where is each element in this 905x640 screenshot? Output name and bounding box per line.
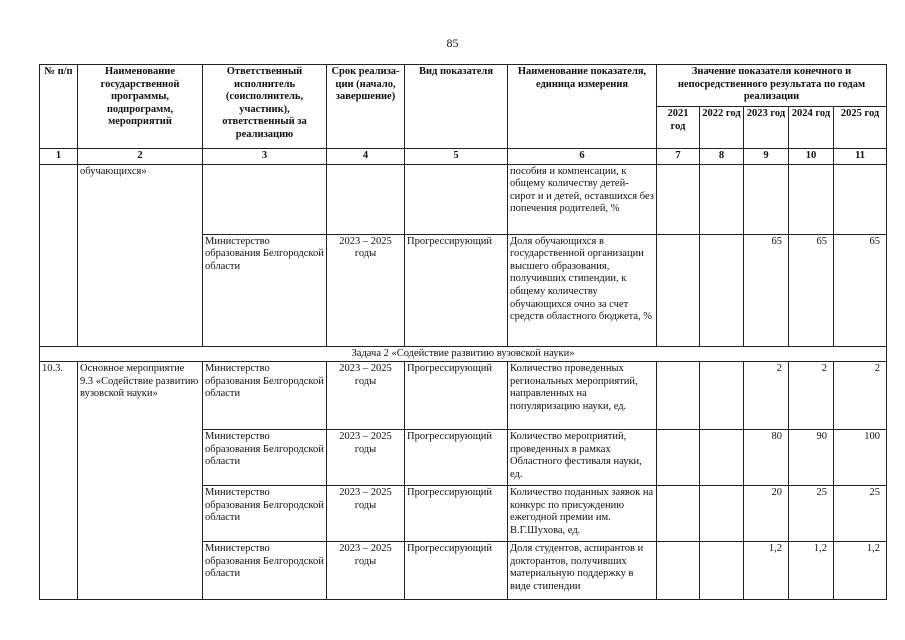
- value-2021-cell: [657, 542, 700, 600]
- kind-cell: Прогрессирующий: [405, 542, 508, 600]
- value-2024-cell: 25: [789, 486, 834, 542]
- value-2023-cell: 1,2: [744, 542, 789, 600]
- task-row: [40, 346, 887, 362]
- value-2023-cell: [744, 164, 789, 234]
- value-2022-cell: [700, 430, 744, 486]
- page-number: 85: [446, 36, 459, 50]
- term-cell: [327, 164, 405, 234]
- column-number: 8: [700, 149, 744, 165]
- value-2024-cell: [789, 164, 834, 234]
- value-2025-cell: 100: [834, 430, 887, 486]
- program-name-cell: обучающихся»: [78, 164, 203, 346]
- executor-cell: Министерство образования Белгородской области: [203, 362, 327, 430]
- row-number-cell: 10.3.: [40, 362, 78, 600]
- column-number: 5: [405, 149, 508, 165]
- event-name-cell: Основное мероприятие 9.3 «Содействие развитию вузовской науки»: [78, 362, 203, 600]
- header-executor: Ответственный исполнитель (соисполнитель, участник), ответственный за реализацию: [203, 65, 327, 149]
- value-2025-cell: 25: [834, 486, 887, 542]
- value-2021-cell: [657, 362, 700, 430]
- value-2023-cell: 65: [744, 234, 789, 346]
- value-2025-cell: [834, 164, 887, 234]
- indicator-name-cell: Доля обучающихся в государственной организации высшего образования, получивших стипендии, к общему количеству обучающихся очно за счет средств областного бюджета, %: [508, 234, 657, 346]
- column-number: 11: [834, 149, 887, 165]
- kind-cell: [405, 164, 508, 234]
- term-cell: 2023 – 2025 годы: [327, 362, 405, 430]
- column-number: 1: [40, 149, 78, 165]
- term-cell: 2023 – 2025 годы: [327, 486, 405, 542]
- executor-cell: Министерство образования Белгородской области: [203, 486, 327, 542]
- indicator-name-cell: пособия и компенсации, к общему количеству детей- сирот и и детей, оставшихся без попечения родителей, %: [508, 164, 657, 234]
- value-2022-cell: [700, 486, 744, 542]
- column-number: 2: [78, 149, 203, 165]
- value-2025-cell: 65: [834, 234, 887, 346]
- executor-cell: Министерство образования Белгородской области: [203, 542, 327, 600]
- executor-cell: [203, 164, 327, 234]
- header-year-2023: 2023 год: [744, 107, 789, 149]
- term-cell: 2023 – 2025 годы: [327, 430, 405, 486]
- term-cell: 2023 – 2025 годы: [327, 234, 405, 346]
- term-cell: 2023 – 2025 годы: [327, 542, 405, 600]
- kind-cell: Прогрессирующий: [405, 234, 508, 346]
- executor-cell: Министерство образования Белгородской области: [203, 234, 327, 346]
- value-2022-cell: [700, 164, 744, 234]
- kind-cell: Прогрессирующий: [405, 430, 508, 486]
- column-number: 4: [327, 149, 405, 165]
- value-2024-cell: 65: [789, 234, 834, 346]
- header-indicator-name: Наименование показателя, единица измерения: [508, 65, 657, 149]
- value-2024-cell: 2: [789, 362, 834, 430]
- header-year-2024: 2024 год: [789, 107, 834, 149]
- kind-cell: Прогрессирующий: [405, 362, 508, 430]
- header-number: № п/п: [40, 65, 78, 149]
- value-2024-cell: 1,2: [789, 542, 834, 600]
- executor-cell: Министерство образования Белгородской области: [203, 430, 327, 486]
- value-2023-cell: 20: [744, 486, 789, 542]
- value-2021-cell: [657, 430, 700, 486]
- column-number-row: [40, 149, 887, 165]
- header-term: Срок реализа-ции (начало, завершение): [327, 65, 405, 149]
- value-2021-cell: [657, 164, 700, 234]
- kind-cell: Прогрессирующий: [405, 486, 508, 542]
- indicator-name-cell: Количество мероприятий, проведенных в рамках Областного фестиваля науки, ед.: [508, 430, 657, 486]
- value-2021-cell: [657, 234, 700, 346]
- column-number: 9: [744, 149, 789, 165]
- column-number: 7: [657, 149, 700, 165]
- program-indicators-table: [39, 64, 887, 600]
- column-number: 3: [203, 149, 327, 165]
- value-2023-cell: 2: [744, 362, 789, 430]
- value-2022-cell: [700, 542, 744, 600]
- header-year-2022: 2022 год: [700, 107, 744, 149]
- header-program: Наименование государственной программы, подпрограмм, мероприятий: [78, 65, 203, 149]
- row-number-cell: [40, 164, 78, 346]
- indicator-name-cell: Количество поданных заявок на конкурс по присуждению ежегодной премии им. В.Г.Шухова, ед.: [508, 486, 657, 542]
- value-2025-cell: 1,2: [834, 542, 887, 600]
- column-number: 6: [508, 149, 657, 165]
- task-title: Задача 2 «Содействие развитию вузовской науки»: [40, 346, 887, 362]
- value-2022-cell: [700, 234, 744, 346]
- value-2024-cell: 90: [789, 430, 834, 486]
- column-number: 10: [789, 149, 834, 165]
- indicator-name-cell: Количество проведенных региональных мероприятий, направленных на популяризацию науки, ед.: [508, 362, 657, 430]
- header-values-group: Значение показателя конечного и непосредственного результата по годам реализации: [657, 65, 887, 107]
- value-2021-cell: [657, 486, 700, 542]
- table-row: [40, 164, 887, 234]
- value-2025-cell: 2: [834, 362, 887, 430]
- header-indicator-kind: Вид показателя: [405, 65, 508, 149]
- header-year-2025: 2025 год: [834, 107, 887, 149]
- indicator-name-cell: Доля студентов, аспирантов и докторантов, получивших материальную поддержку в виде стипендии: [508, 542, 657, 600]
- table-row: [40, 362, 887, 430]
- value-2022-cell: [700, 362, 744, 430]
- header-year-2021: 2021 год: [657, 107, 700, 149]
- value-2023-cell: 80: [744, 430, 789, 486]
